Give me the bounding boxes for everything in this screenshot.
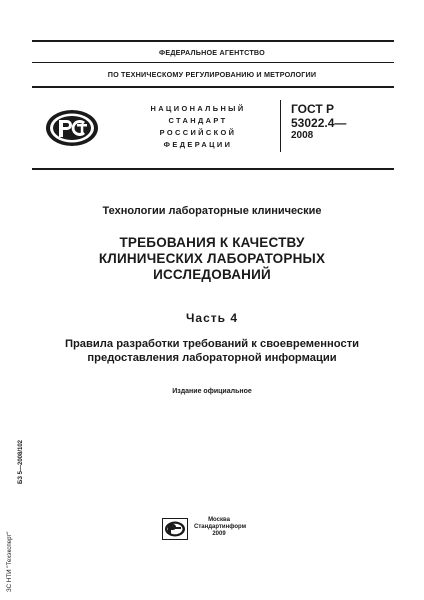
part-title xyxy=(0,337,424,365)
publisher-year: 2009 xyxy=(212,531,226,537)
gost-code-divider xyxy=(280,100,281,152)
side-code: БЗ 5—2008/102 xyxy=(18,439,24,484)
document-subject: Технологии лабораторные клинические xyxy=(102,205,322,217)
gost-code xyxy=(291,102,346,142)
part-number: Часть 4 xyxy=(185,311,239,325)
publisher-logo-icon xyxy=(162,518,188,540)
standard-type-line: РОССИЙСКОЙ xyxy=(159,128,237,137)
gost-r-logo-icon xyxy=(44,108,100,148)
document-title xyxy=(0,235,424,283)
title-line: ТРЕБОВАНИЯ К КАЧЕСТВУ xyxy=(119,235,305,250)
top-rule-thick xyxy=(32,40,394,42)
publisher-info xyxy=(194,517,247,538)
side-watermark: ЗС НТИ "Техэксперт" xyxy=(6,531,13,592)
edition-note: Издание официальное xyxy=(172,388,252,395)
agency-divider xyxy=(32,62,394,63)
standard-type-line: СТАНДАРТ xyxy=(168,116,228,125)
header-rule-thick xyxy=(32,86,394,88)
standard-type-line: ФЕДЕРАЦИИ xyxy=(163,140,233,149)
title-line: ИССЛЕДОВАНИЙ xyxy=(153,267,271,282)
part-title-line: Правила разработки требований к своевременности xyxy=(64,338,360,350)
title-line: КЛИНИЧЕСКИХ ЛАБОРАТОРНЫХ xyxy=(98,251,326,266)
agency-name-line2: ПО ТЕХНИЧЕСКОМУ РЕГУЛИРОВАНИЮ И МЕТРОЛОГИИ xyxy=(107,70,317,79)
standard-type xyxy=(128,103,268,151)
header-bottom-rule xyxy=(32,168,394,170)
gost-code-line2: 53022.4— xyxy=(291,116,347,130)
agency-name-line1: ФЕДЕРАЛЬНОЕ АГЕНТСТВО xyxy=(159,48,265,57)
part-title-line: предоставления лабораторной информации xyxy=(87,352,337,364)
gost-code-year: 2008 xyxy=(291,130,314,141)
publisher-city: Москва xyxy=(208,517,230,523)
gost-code-line1: ГОСТ Р xyxy=(291,102,335,116)
standard-type-line: НАЦИОНАЛЬНЫЙ xyxy=(150,104,246,113)
publisher-name: Стандартинформ xyxy=(194,524,247,530)
